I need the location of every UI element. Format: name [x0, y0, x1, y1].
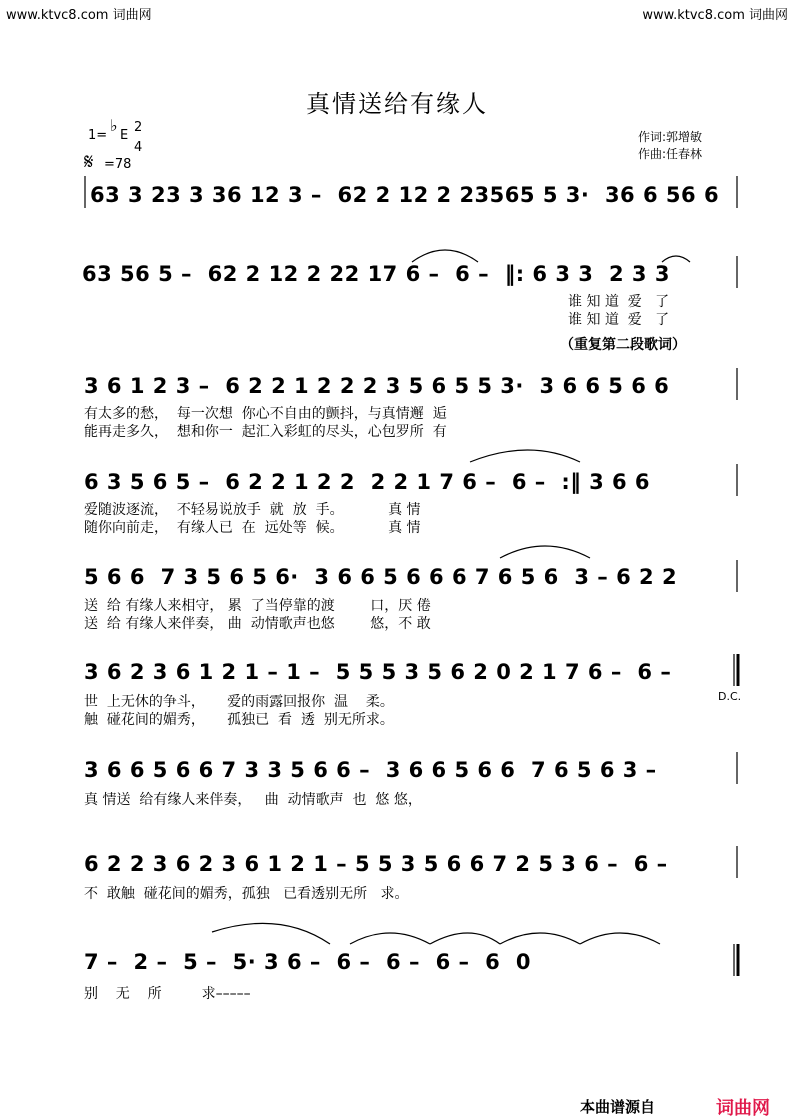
system-8-notes: 6 2 2 3 6 2 3 6 1 2 1 – 5 5 3 5 6 6 7 2 5 3 6 – 6 – — [84, 852, 668, 876]
system-5-notes: 5 6 6 7 3 5 6 5 6· 3 6 6 5 6 6 6 7 6 5 6 3 – 6 2 2 — [84, 565, 678, 589]
key-label: 1= — [88, 128, 108, 143]
system-3-lyric-2: 能再走多久， 想和你一 起汇入彩虹的尽头，心包罗所 有 — [84, 424, 447, 440]
system-9-notes: 7 – 2 – 5 – 5· 3 6 – 6 – 6 – 6 – 6 0 — [84, 950, 531, 974]
system-4-lyric-2: 随你向前走， 有缘人已 在 远处等 候。 真 情 — [84, 520, 421, 536]
system-5-lyric-1: 送 给 有缘人来相守， 累 了当停靠的渡 口，厌 倦 — [84, 598, 431, 614]
system-1-notes: 63 3 23 3 36 12 3 – 62 2 12 2 23565 5 3· 36 6 56 6 — [90, 183, 720, 207]
key-letter: E — [120, 128, 129, 143]
system-4-lyric-1: 爱随波逐流， 不轻易说放手 就 放 手。 真 情 — [84, 502, 421, 518]
time-signature-bottom: 4 — [134, 140, 143, 155]
key-flat-sign: ♭ — [110, 116, 118, 135]
lyricist-credit: 作词:郭增敏 — [638, 130, 703, 144]
system-3-lyric-1: 有太多的愁， 每一次想 你心不自由的颤抖，与真情邂 逅 — [84, 406, 447, 422]
system-2-lyric-2: 谁 知 道 爱 了 — [568, 312, 670, 328]
song-title: 真情送给有缘人 — [306, 90, 488, 118]
system-3-notes: 3 6 1 2 3 – 6 2 2 1 2 2 2 3 5 6 5 5 3· 3 6 6 5 6 6 — [84, 374, 670, 398]
system-5-lyric-2: 送 给 有缘人来伴奏， 曲 动情歌声也悠 悠，不 敢 — [84, 616, 431, 632]
system-9-lyric-1: 别 无 所 求––––– — [84, 986, 251, 1002]
system-7-lyric-1: 真 情送 给有缘人来伴奏， 曲 动情歌声 也 悠 悠， — [84, 792, 422, 808]
footer-site-logo[interactable]: 词曲网 — [716, 1098, 770, 1119]
system-4-notes: 6 3 5 6 5 – 6 2 2 1 2 2 2 2 1 7 6 – 6 – :‖ 3 6 6 — [84, 470, 651, 494]
system-6-notes: 3 6 2 3 6 1 2 1 – 1 – 5 5 5 3 5 6 2 0 2 1 7 6 – 6 – — [84, 660, 672, 684]
time-signature-top: 2 — [134, 120, 143, 135]
system-2-notes: 63 56 5 – 62 2 12 2 22 17 6 – 6 – ‖: 6 3 3 2 3 3 — [82, 262, 670, 286]
da-capo-mark: D.C. — [718, 690, 742, 703]
repeat-lyric-note: （重复第二段歌词） — [560, 337, 686, 353]
system-8-lyric-1: 不 敢触 碰花间的媚秀，孤独 已看透别无所 求。 — [84, 886, 409, 902]
footer-source-text: 本曲谱源自 — [580, 1098, 656, 1116]
system-6-lyric-2: 触 碰花间的媚秀， 孤独已 看 透 别无所求。 — [84, 712, 394, 728]
segno-icon: 𝄋 — [84, 150, 94, 175]
header-site-left[interactable]: www.ktvc8.com 词曲网 — [6, 8, 152, 23]
system-7-notes: 3 6 6 5 6 6 7 3 3 5 6 6 – 3 6 6 5 6 6 7 6 5 6 3 – — [84, 758, 657, 782]
system-2-lyric-1: 谁 知 道 爱 了 — [568, 294, 670, 310]
composer-credit: 作曲:任春林 — [638, 147, 703, 161]
system-6-lyric-1: 世 上无休的争斗， 爱的雨露回报你 温 柔。 — [84, 694, 394, 710]
header-site-right[interactable]: www.ktvc8.com 词曲网 — [642, 8, 788, 23]
tempo-mark: =78 — [104, 157, 132, 172]
